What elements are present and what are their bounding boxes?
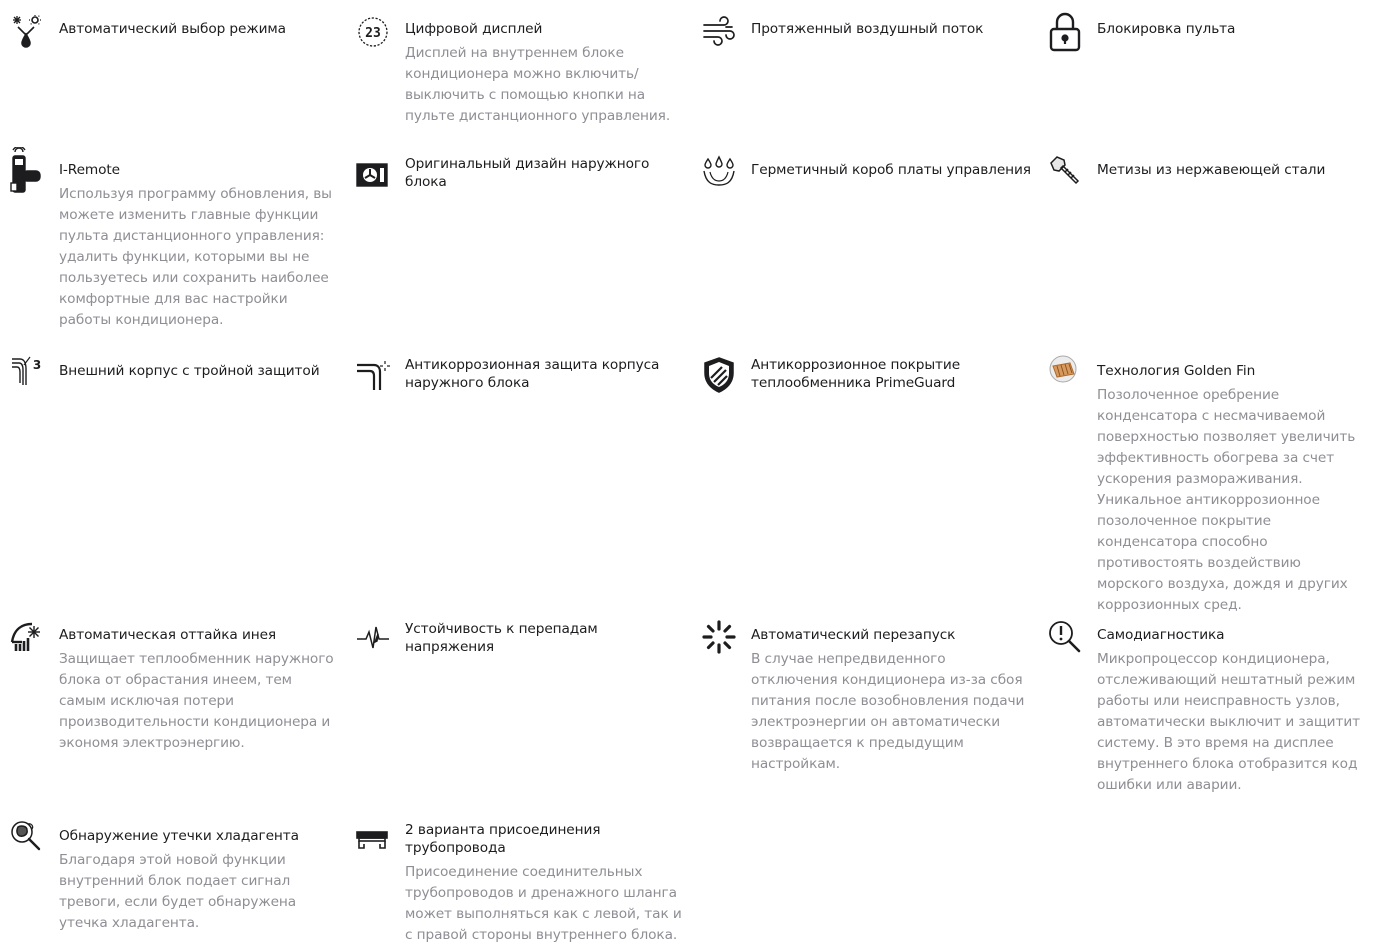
feature-title: Антикоррозионная защита корпуса наружного блока [405,357,660,391]
feature-title: Метизы из нержавеющей стали [1097,162,1326,178]
feature-title: Устойчивость к перепадам напряжения [405,621,598,655]
feature-description: В случае непредвиденного отключения кондиционера из-за сбоя питания после возобновления подачи электроэнергии он автоматически возвращается к предыдущим настройкам. [751,651,1025,772]
defrost-icon [10,620,44,654]
feature-text [59,626,340,754]
bolt-icon [1048,154,1082,188]
triple-protection-icon [10,355,44,389]
feature-voltage-stability [356,620,686,730]
feature-title: Герметичный короб платы управления [751,162,1031,178]
feature-airflow [702,20,1032,130]
feature-text [1097,362,1368,616]
feature-title: Технология Golden Fin [1097,363,1256,379]
feature-title: Блокировка пульта [1097,21,1236,37]
voltage-icon [356,622,390,656]
feature-pipe-connection [356,821,686,941]
feature-text [405,620,686,656]
feature-self-diagnostics [1048,626,1368,806]
feature-description: Дисплей на внутреннем блоке кондиционера можно включить/ выключить с помощью кнопки на пульте дистанционного управления. [405,45,671,124]
feature-primeguard [702,356,1032,466]
remote-icon [10,147,44,195]
outdoor-unit-icon [356,157,390,191]
feature-golden-fin [1048,362,1368,613]
feature-description: Присоединение соединительных трубопроводов и дренажного шланга может выполняться как с левой, так и с правой стороны внутреннего блока. [405,864,682,943]
feature-text [751,356,1032,392]
feature-title: Протяженный воздушный поток [751,21,984,37]
feature-title: Автоматический перезапуск [751,627,956,643]
feature-text [1097,20,1368,38]
feature-remote-lock [1048,20,1368,130]
waterproof-box-icon [702,155,736,189]
feature-title: Обнаружение утечки хладагента [59,828,299,844]
shield-icon [702,356,736,394]
leak-detection-icon [10,820,44,854]
feature-i-remote [10,161,340,336]
feature-title: Антикоррозионное покрытие теплообменника PrimeGuard [751,357,961,391]
feature-digital-display [356,20,686,140]
feature-text [751,626,1032,775]
feature-anticorrosion-case [356,356,686,466]
feature-sealed-box [702,161,1032,271]
feature-title: I-Remote [59,162,120,178]
feature-text [405,356,686,392]
feature-text [405,155,686,191]
feature-text [59,20,340,38]
feature-text [59,161,340,331]
feature-description: Используя программу обновления, вы можете изменить главные функции пульта дистанционного управления: удалить функции, которыми вы не пользуетесь или сохранить наиболее комфортные для вас настройки работы кондиционера. [59,186,332,328]
feature-title: Автоматическая оттайка инея [59,627,277,643]
feature-text [405,821,686,946]
feature-title: Самодиагностика [1097,627,1225,643]
feature-auto-defrost [10,626,340,766]
auto-mode-icon [10,15,44,49]
feature-description: Благодаря этой новой функции внутренний блок подает сигнал тревоги, если будет обнаружена утечка хладагента. [59,852,297,931]
feature-text [751,161,1032,179]
svg-text:3: 3 [32,358,42,372]
feature-description: Позолоченное оребрение конденсатора с несмачиваемой поверхностью позволяет увеличить эффективность обогрева за счет ускорения размораживания. Уникальное антикоррозионное позолоченное покрытие конденсатора способно противостоять воздействию морского воздуха, дождя и других коррозионных сред. [1097,387,1356,613]
feature-outdoor-design [356,155,686,265]
feature-text [59,362,340,380]
airflow-icon [702,15,736,49]
display-icon-text: 23 [365,26,381,41]
diagnostics-icon [1048,620,1082,654]
feature-title: 2 варианта присоединения трубопровода [405,822,601,856]
digital-display-icon [356,15,390,49]
feature-description: Защищает теплообменник наружного блока от обрастания инеем, тем самым исключая потери производительности кондиционера и экономя электроэнергию. [59,651,334,751]
feature-title: Цифровой дисплей [405,21,543,37]
feature-stainless-bolts [1048,161,1368,271]
feature-title: Внешний корпус с тройной защитой [59,363,320,379]
lock-icon [1048,11,1082,53]
feature-title: Автоматический выбор режима [59,21,286,37]
feature-auto-mode [10,20,340,130]
feature-text [1097,626,1368,796]
anticorrosion-case-icon [356,358,390,392]
feature-title: Оригинальный дизайн наружного блока [405,156,650,190]
feature-text [405,20,686,127]
feature-triple-protection [10,358,340,472]
feature-auto-restart [702,626,1032,786]
feature-description: Микропроцессор кондиционера, отслеживающий нештатный режим работы или неисправность узлов, автоматически выключит и защитит систему. В это время на дисплее внутреннего блока отобразится код ошибки или аварии. [1097,651,1360,793]
feature-text [59,827,340,934]
feature-leak-detection [10,827,340,937]
pipe-connection-icon [356,824,390,858]
feature-text [1097,161,1368,179]
golden-fin-icon [1048,354,1082,388]
feature-text [751,20,1032,38]
restart-icon [702,620,736,654]
